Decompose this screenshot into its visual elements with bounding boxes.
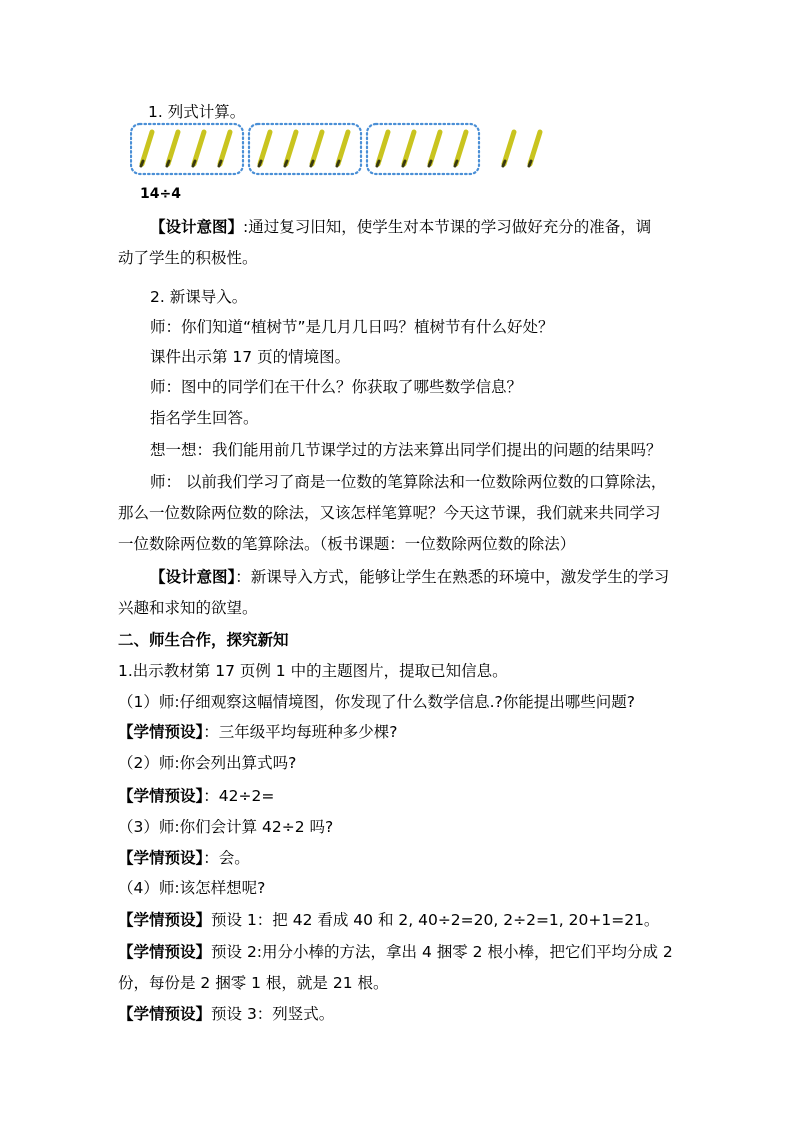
stick [337,132,348,166]
stick [455,132,466,166]
paragraph: 师：图中的同学们在干什么？你获取了哪些数学信息？ [150,378,523,396]
xq-label: 【学情预设】 [118,1005,212,1023]
expression: 14÷4 [140,186,181,202]
stick [429,132,440,166]
paragraph: 一位数除两位数的笔算除法。（板书课题：一位数除两位数的除法） [118,535,576,553]
design-intent-2 [150,567,669,587]
paragraph: 师：你们知道“植树节”是几月几日吗？植树节有什么好处？ [150,318,554,336]
stick [141,132,152,166]
stick [311,132,322,166]
question-1: （1）师:仔细观察这幅情境图，你发现了什么数学信息.?你能提出哪些问题? [118,693,635,711]
answer-5-cont: 份，每份是 2 捆零 1 根，就是 21 根。 [118,974,389,992]
answer-text: ：42÷2= [203,787,275,805]
answer-1 [118,722,398,742]
answer-text: 预设 1：把 42 看成 40 和 2, 40÷2=20, 2÷2=1, 20+1=21。 [211,911,660,929]
xq-label: 【学情预设】 [118,911,212,929]
stick [377,132,388,166]
answer-text: 预设 2:用分小棒的方法，拿出 4 捆零 2 根小棒，把它们平均分成 2 [211,943,673,961]
xq-label: 【学情预设】 [118,787,204,805]
answer-text: ：会。 [203,849,250,867]
stick [403,132,414,166]
xq-label: 【学情预设】 [118,943,212,961]
xq-label: 【学情预设】 [118,849,204,867]
design-intent-2-cont: 兴趣和求知的欲望。 [118,599,258,617]
section2-title: 2. 新课导入。 [150,288,248,306]
list-item: 1.出示教材第 17 页例 1 中的主题图片，提取已知信息。 [118,662,508,680]
answer-3 [118,848,250,868]
question-3: （3）师:你们会计算 42÷2 吗? [118,818,334,836]
answer-5 [118,942,673,962]
heading-2: 二、师生合作，探究新知 [118,631,289,649]
design-intent-1-cont: 动了学生的积极性。 [118,249,258,267]
question-2: （2）师:你会列出算式吗? [118,754,297,772]
stick [503,132,514,166]
xq-label: 【学情预设】 [118,723,204,741]
paragraph: 那么一位数除两位数的除法，又该怎样笔算呢？今天这节课，我们就来共同学习 [118,504,661,522]
stick [529,132,540,166]
stick [193,132,204,166]
answer-4 [118,910,659,930]
section1-title: 1. 列式计算。 [148,103,246,121]
stick [285,132,296,166]
sticks-illustration [130,122,550,176]
paragraph: 课件出示第 17 页的情境图。 [150,348,351,366]
design-intent-text: :通过复习旧知，使学生对本节课的学习做好充分的准备，调 [243,218,652,236]
paragraph: 想一想：我们能用前几节课学过的方法来算出同学们提出的问题的结果吗？ [150,441,662,459]
answer-text: 预设 3：列竖式。 [211,1005,335,1023]
stick [219,132,230,166]
stick [167,132,178,166]
design-intent-1 [150,217,651,237]
design-intent-text: ：新课导入方式，能够让学生在熟悉的环境中，激发学生的学习 [235,568,670,586]
design-intent-label: 【设计意图】 [150,568,236,586]
design-intent-label: 【设计意图】 [150,218,244,236]
answer-6 [118,1004,334,1024]
paragraph: 师： 以前我们学习了商是一位数的笔算除法和一位数除两位数的口算除法， [150,473,667,491]
answer-text: ：三年级平均每班种多少棵? [203,723,398,741]
question-4: （4）师:该怎样想呢? [118,879,266,897]
stick [259,132,270,166]
paragraph: 指名学生回答。 [150,409,259,427]
answer-2 [118,786,274,806]
